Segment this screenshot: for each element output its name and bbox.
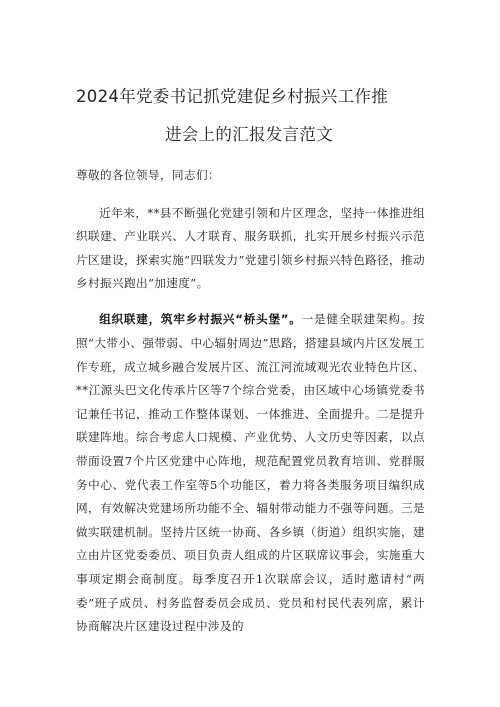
section-heading: 组织联建，筑牢乡村振兴“桥头堡”。 xyxy=(99,312,302,327)
salutation: 尊敬的各位领导，同志们： xyxy=(76,168,220,182)
section-organization xyxy=(76,308,425,638)
document-body xyxy=(76,164,425,651)
paragraph-intro: 近年来，**县不断强化党建引领和片区理念，坚持一体推进组织联建、产业联兴、人才联育、服务联抓，扎实开展乡村振兴示范片区建设，探索实施“四联发力”党建引领乡村振兴特色路径，推动乡村振兴跑出“加速度”。 xyxy=(76,205,425,291)
document-title-line-1: 2024年党委书记抓党建促乡村振兴工作推 xyxy=(76,87,388,106)
document-title-line-2: 进会上的汇报发言范文 xyxy=(165,125,333,144)
section-text: 一是健全联建架构。按照“大带小、强带弱、中心辐射周边”思路，搭建县域内片区发展工作专班，成立城乡融合发展片区、流江河流域观光农业特色片区、**江源头巴文化传承片区等7个综合党委，由区域中心场镇党委书记兼任书记，推动工作整体谋划、一体推进、全面提升。二是提升联建阵地。综合考虑人口规模、产业优势、人文历史等因素，以点带面设置7个片区党建中心阵地，规范配置党员教育培训、党群服务中心、党代表工作室等5个功能区，着力将各类服务项目编织成网，有效解决党建场所功能不全、辐射带动能力不强等问题。三是做实联建机制。坚持片区统一协商、各乡镇（街道）组织实施，建立由片区党委委员、项目负责人组成的片区联席议事会，实施重大事项定期会商制度。每季度召开1次联席会议，适时邀请村“两委”班子成员、村务监督委员会成员、党员和村民代表列席，累计协商解决片区建设过程中涉及的 xyxy=(76,312,425,634)
